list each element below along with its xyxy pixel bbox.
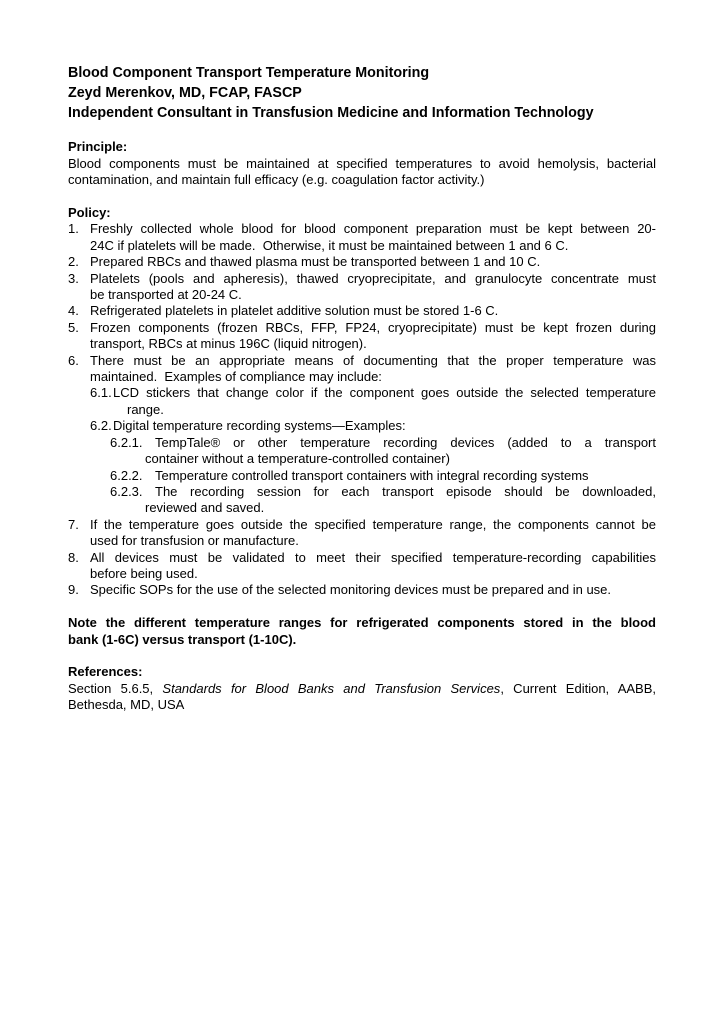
item-number: 6.2.3.: [110, 483, 143, 499]
item-number: 6.1.: [90, 385, 112, 401]
item-number: 6.2.2.: [110, 467, 143, 483]
policy-item-1: [68, 221, 656, 254]
policy-item-2: [68, 254, 656, 270]
item-number: 3.: [68, 270, 79, 286]
item-line: TempTale® or other temperature recording devices (added to a transport: [155, 434, 656, 450]
principle-heading: Principle:: [68, 139, 128, 155]
reference-line: Bethesda, MD, USA: [68, 697, 185, 713]
item-line: used for transfusion or manufacture.: [90, 533, 299, 549]
policy-item-7: [68, 517, 656, 550]
reference-suffix: , Current Edition, AABB,: [500, 680, 656, 696]
doc-subtitle: Independent Consultant in Transfusion Medicine and Information Technology: [68, 104, 594, 121]
item-line: transport, RBCs at minus 196C (liquid nitrogen).: [90, 336, 367, 352]
document-header: [68, 64, 656, 123]
policy-item-9: [68, 582, 656, 598]
policy-item-4: [68, 303, 656, 319]
reference-book-title: Standards for Blood Banks and Transfusion Services: [162, 680, 501, 696]
item-line: be transported at 20-24 C.: [90, 287, 242, 303]
principle-line: Blood components must be maintained at specified temperatures to avoid hemolysis, bacterial: [68, 155, 656, 171]
item-number: 2.: [68, 254, 79, 270]
note-line: Note the different temperature ranges for refrigerated components stored in the blood: [68, 615, 656, 631]
item-line: Temperature controlled transport containers with integral recording systems: [155, 467, 589, 483]
item-line: The recording session for each transport episode should be downloaded,: [155, 483, 656, 499]
item-line: All devices must be validated to meet their specified temperature-recording capabilities: [90, 549, 656, 565]
item-line: LCD stickers that change color if the component goes outside the selected temperature: [113, 385, 656, 401]
item-number: 8.: [68, 549, 79, 565]
item-line: Platelets (pools and apheresis), thawed cryoprecipitate, and granulocyte concentrate must: [90, 270, 656, 286]
item-number: 6.2.: [90, 418, 112, 434]
policy-item-6-2-2: [68, 468, 656, 484]
item-number: 6.2.1.: [110, 434, 143, 450]
item-line: Specific SOPs for the use of the selected monitoring devices must be prepared and in use.: [90, 582, 612, 598]
item-line: before being used.: [90, 565, 198, 581]
policy-section: [68, 205, 656, 599]
item-line: 24C if platelets will be made. Otherwise, it must be maintained between 1 and 6 C.: [90, 237, 569, 253]
item-line: Frozen components (frozen RBCs, FFP, FP24, cryoprecipitate) must be kept frozen during: [90, 319, 656, 335]
references-heading: References:: [68, 664, 143, 680]
item-line: range.: [127, 401, 164, 417]
references-section: [68, 664, 656, 713]
policy-item-6-2-3: [68, 484, 656, 517]
policy-heading: Policy:: [68, 205, 111, 220]
item-line: Prepared RBCs and thawed plasma must be transported between 1 and 10 C.: [90, 254, 541, 270]
item-line: Refrigerated platelets in platelet additive solution must be stored 1-6 C.: [90, 303, 499, 319]
item-number: 7.: [68, 516, 79, 532]
policy-item-6-2-1: [68, 435, 656, 468]
item-line: reviewed and saved.: [145, 500, 265, 516]
principle-section: [68, 139, 656, 188]
policy-item-6-2: [68, 418, 656, 434]
reference-entry: [68, 681, 656, 697]
principle-line: contamination, and maintain full efficacy (e.g. coagulation factor activity.): [68, 172, 485, 188]
item-number: 9.: [68, 582, 79, 598]
note-paragraph: [68, 615, 656, 648]
policy-item-5: [68, 320, 656, 353]
item-number: 5.: [68, 319, 79, 335]
item-line: There must be an appropriate means of documenting that the proper temperature was: [90, 352, 656, 368]
item-line: Freshly collected whole blood for blood component preparation must be kept between 20-: [90, 221, 656, 237]
item-line: If the temperature goes outside the specified temperature range, the components cannot be: [90, 516, 656, 532]
policy-item-3: [68, 271, 656, 304]
item-number: 4.: [68, 303, 79, 319]
item-line: Digital temperature recording systems—Examples:: [113, 418, 406, 434]
policy-item-6: [68, 353, 656, 386]
item-number: 1.: [68, 221, 79, 237]
reference-prefix: Section 5.6.5,: [68, 680, 163, 696]
doc-author: Zeyd Merenkov, MD, FCAP, FASCP: [68, 84, 302, 101]
policy-item-8: [68, 550, 656, 583]
item-number: 6.: [68, 352, 79, 368]
doc-title: Blood Component Transport Temperature Monitoring: [68, 65, 430, 81]
note-line: bank (1-6C) versus transport (1-10C).: [68, 631, 297, 647]
policy-item-6-1: [68, 385, 656, 418]
item-line: container without a temperature-controlled container): [145, 451, 450, 467]
item-line: maintained. Examples of compliance may include:: [90, 369, 382, 385]
